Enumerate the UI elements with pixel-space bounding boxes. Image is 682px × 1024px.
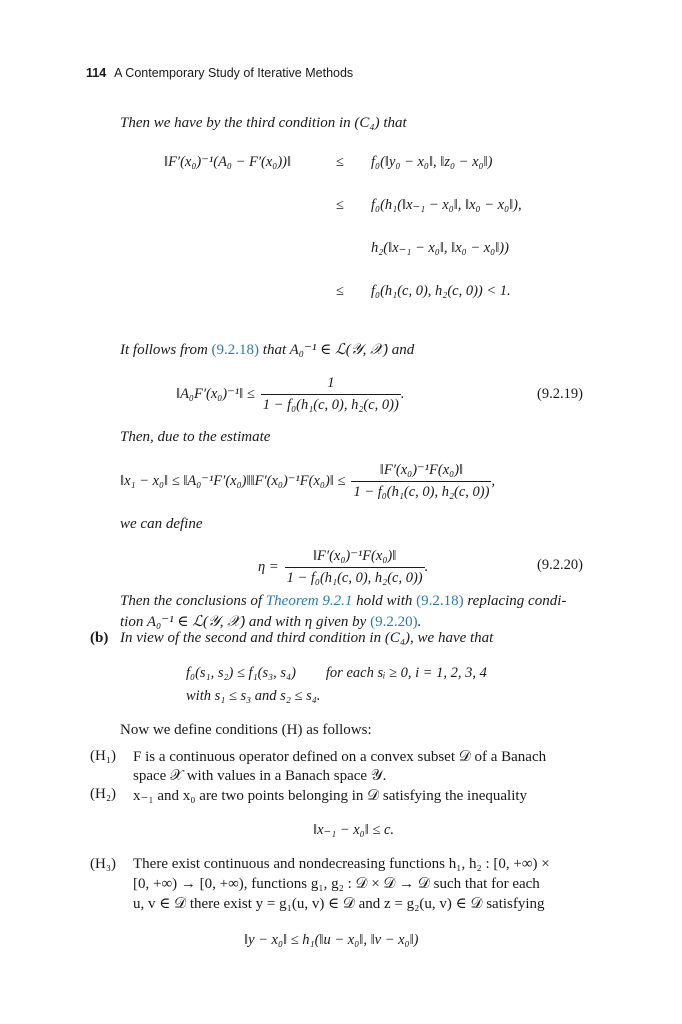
eq19-lhs: ‖A₀F′(x₀)⁻¹‖ ≤ — [176, 385, 255, 402]
item-b-text: In view of the second and third condition in (C₄), we have that — [120, 630, 494, 646]
H3-line-3: u, v ∈ 𝒟 there exist y = g₁(u, v) ∈ 𝒟 and z = g₂(u, v) ∈ 𝒟 satisfying — [133, 896, 545, 912]
H1-line-2: space 𝒳 with values in a Banach space 𝒴. — [133, 768, 387, 784]
book-title: A Contemporary Study of Iterative Methods — [114, 66, 354, 80]
eq19-numerator: 1 — [261, 375, 401, 395]
eq-ref-9-2-18-b[interactable]: (9.2.18) — [416, 593, 464, 609]
conclusion-line-2: tion A₀⁻¹ ∈ ℒ(𝒴, 𝒳) and with η given by (9.2.20). — [120, 614, 422, 630]
H3-line-2: [0, +∞) → [0, +∞), functions g₁, g₂ : 𝒟 × 𝒟 → 𝒟 such that for each — [133, 876, 540, 892]
intro-text: Then we have by the third condition in (C₄) that — [120, 115, 407, 131]
then-text: Then, due to the estimate — [120, 429, 271, 445]
H2-line-1: x₋₁ and x₀ are two points belonging in 𝒟 satisfying the inequality — [133, 788, 528, 804]
eq20-lhs: η = — [258, 558, 279, 575]
eq-ref-9-2-18[interactable]: (9.2.18) — [211, 342, 260, 358]
ineq-b-line-2: with s₁ ≤ s₃ and s₂ ≤ s₄. — [186, 688, 321, 704]
align-lhs: ‖F′(x₀)⁻¹(A₀ − F′(x₀))‖ — [164, 154, 292, 170]
eq20-fraction — [285, 548, 425, 587]
eq19-denominator: 1 − f₀(h₁(c, 0), h₂(c, 0)) — [262, 396, 399, 413]
running-header — [86, 66, 353, 80]
equation-9-2-20: η = $\frac{\text{‖F′(x₀)⁻¹F(x₀)‖}}{\text{1 − f₀(h₁(c, 0), h₂(c, 0))}}$ . — [258, 547, 429, 586]
eq-ref-9-2-20[interactable]: (9.2.20) — [370, 614, 418, 630]
conclusion-line-1: Then the conclusions of Theorem 9.2.1 hold with (9.2.18) replacing condi- — [120, 593, 567, 609]
eq20-number: (9.2.20) — [537, 557, 583, 573]
align-rhs-2: f₀(h₁(‖x₋₁ − x₀‖, ‖x₀ − x₀‖), — [371, 197, 522, 213]
align-rhs-3: h₂(‖x₋₁ − x₀‖, ‖x₀ − x₀‖)) — [371, 240, 509, 256]
theorem-ref-9-2-1[interactable]: Theorem 9.2.1 — [265, 593, 353, 609]
eq20-numerator: ‖F′(x₀)⁻¹F(x₀)‖ — [285, 548, 425, 568]
H3-line-1: There exist continuous and nondecreasing functions h₁, h₂ : [0, +∞) × — [133, 856, 550, 872]
align-rhs-1: f₀(‖y₀ − x₀‖, ‖z₀ − x₀‖) — [371, 154, 493, 170]
eq19-fraction — [261, 375, 401, 414]
eq20-denominator: 1 − f₀(h₁(c, 0), h₂(c, 0)) — [286, 569, 423, 586]
define-text: we can define — [120, 516, 203, 532]
conditions-intro: Now we define conditions (H) as follows: — [120, 722, 372, 738]
follows-text: It follows from (9.2.18) that A₀⁻¹ ∈ ℒ(𝒴, 𝒳) and — [120, 342, 415, 358]
estimate-numerator: ‖F′(x₀)⁻¹F(x₀)‖ — [351, 462, 491, 482]
estimate-denominator: 1 − f₀(h₁(c, 0), h₂(c, 0)) — [353, 483, 490, 500]
estimate-lhs: ‖x₁ − x₀‖ ≤ ‖A₀⁻¹F′(x₀)‖‖F′(x₀)⁻¹F(x₀)‖ ≤ — [120, 472, 346, 489]
align-rhs-4: f₀(h₁(c, 0), h₂(c, 0)) < 1. — [371, 283, 511, 299]
equation-9-2-19: ‖A₀F′(x₀)⁻¹‖ ≤ $\frac{1}{\text{1 − f₀(h₁(c, 0), h₂(c, 0))}}$ . — [176, 374, 405, 413]
align-rel-4: ≤ — [336, 283, 344, 299]
H1-line-1: F is a continuous operator defined on a convex subset 𝒟 of a Banach — [133, 749, 547, 765]
H2-equation: ‖x₋₁ − x₀‖ ≤ c. — [313, 822, 395, 838]
H2-label: (H₂) — [90, 786, 117, 802]
H1-label: (H₁) — [90, 748, 117, 764]
eq19-number: (9.2.19) — [537, 386, 583, 402]
align-rel-1: ≤ — [336, 154, 344, 170]
H3-equation: ‖y − x₀‖ ≤ h₁(‖u − x₀‖, ‖v − x₀‖) — [244, 932, 419, 948]
item-b-label: (b) — [90, 630, 109, 646]
page-number: 114 — [86, 66, 107, 80]
estimate-equation: ‖x₁ − x₀‖ ≤ ‖A₀⁻¹F′(x₀)‖‖F′(x₀)⁻¹F(x₀)‖ ≤ $\frac{\text{‖F′(x₀)⁻¹F(x₀)‖}}{\text{1 − f₀(h₁(c, 0), h₂(c, 0))}}$ , — [120, 461, 496, 500]
estimate-fraction — [351, 462, 491, 501]
ineq-b-line-1: f₀(s₁, s₂) ≤ f₁(s₃, s₄) for each sᵢ ≥ 0, i = 1, 2, 3, 4 — [186, 665, 487, 681]
align-rel-2: ≤ — [336, 197, 344, 213]
H3-label: (H₃) — [90, 856, 117, 872]
